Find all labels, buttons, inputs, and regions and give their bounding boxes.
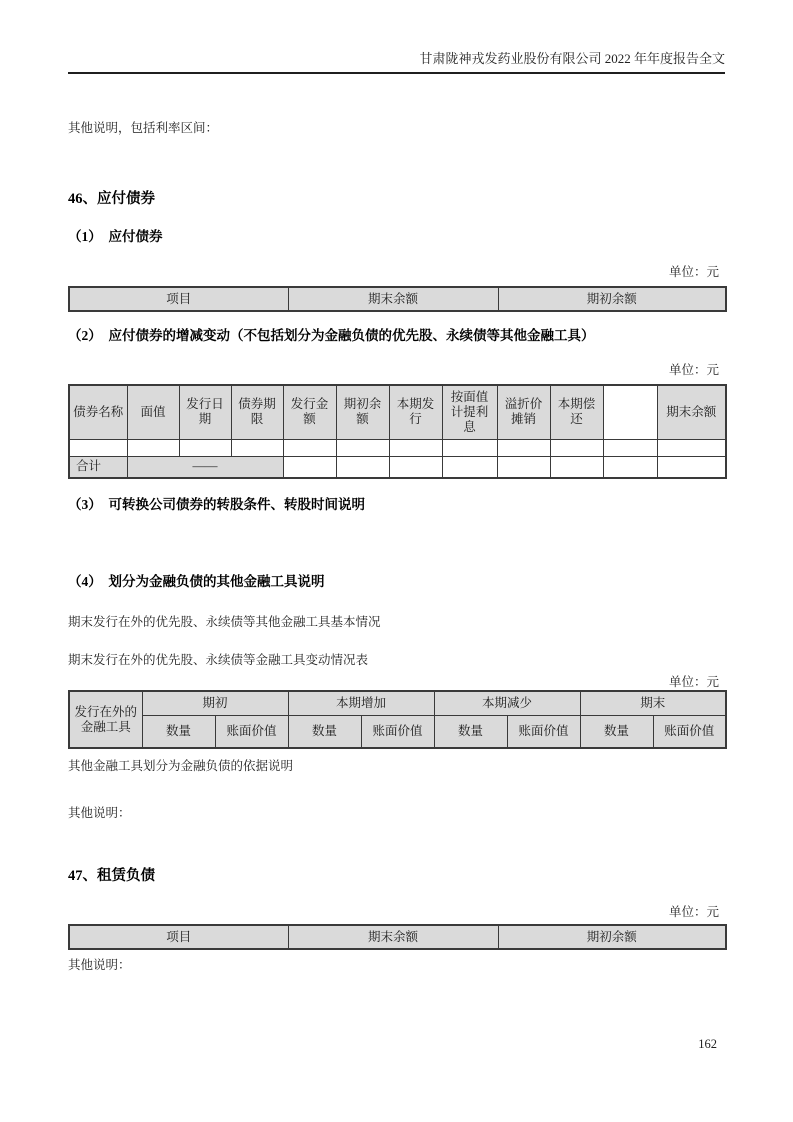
header-cell-item: 项目 — [69, 287, 288, 311]
header-cell-blank — [603, 385, 657, 439]
empty-cell — [442, 439, 497, 456]
bonds-payable-table — [68, 286, 727, 312]
table-subheader-row — [69, 715, 726, 748]
subheader-quantity: 数量 — [434, 715, 507, 748]
note-instrument-changes-table-title: 期末发行在外的优先股、永续债等金融工具变动情况表 — [68, 653, 369, 667]
empty-cell — [389, 439, 442, 456]
group-header-beginning: 期初 — [142, 691, 288, 715]
header-cell-face-value: 面值 — [127, 385, 179, 439]
document-header-title: 甘肃陇神戎发药业股份有限公司 2022 年年度报告全文 — [419, 51, 725, 66]
note-liability-classification-basis: 其他金融工具划分为金融负债的依据说明 — [68, 759, 294, 773]
empty-cell — [442, 456, 497, 478]
header-cell-bond-term: 债券期限 — [231, 385, 283, 439]
section-46-4-title: （4） 划分为金融负债的其他金融工具说明 — [68, 574, 325, 589]
empty-cell — [550, 439, 603, 456]
table-header-row — [69, 925, 726, 949]
table-header-row — [69, 385, 726, 439]
header-cell-ending-balance: 期末余额 — [288, 925, 498, 949]
empty-cell — [231, 439, 283, 456]
bond-changes-table — [68, 384, 727, 479]
section-46-1-title: （1） 应付债券 — [68, 229, 163, 244]
empty-cell — [497, 456, 550, 478]
table-group-header-row — [69, 691, 726, 715]
document-header — [68, 0, 725, 74]
subheader-carrying-value: 账面价值 — [653, 715, 726, 748]
header-cell-ending-balance: 期末余额 — [657, 385, 726, 439]
page-number: 162 — [698, 1037, 717, 1051]
subheader-quantity: 数量 — [580, 715, 653, 748]
total-row — [69, 456, 726, 478]
header-cell-premium-amortization: 溢折价摊销 — [497, 385, 550, 439]
header-cell-item: 项目 — [69, 925, 288, 949]
header-cell-bond-name: 债券名称 — [69, 385, 127, 439]
table-header-row — [69, 287, 726, 311]
header-cell-current-repayment: 本期偿还 — [550, 385, 603, 439]
header-cell-current-issue: 本期发行 — [389, 385, 442, 439]
unit-label-4: 单位：元 — [668, 905, 719, 919]
total-label-cell: 合计 — [69, 456, 127, 478]
group-header-increase: 本期增加 — [288, 691, 434, 715]
group-header-ending: 期末 — [580, 691, 726, 715]
empty-cell — [283, 456, 336, 478]
other-note-1: 其他说明： — [68, 806, 131, 820]
subheader-quantity: 数量 — [288, 715, 361, 748]
unit-label-1: 单位：元 — [668, 265, 719, 279]
empty-cell — [389, 456, 442, 478]
header-cell-ending-balance: 期末余额 — [288, 287, 498, 311]
other-note-2: 其他说明： — [68, 958, 131, 972]
lease-liabilities-table — [68, 924, 727, 950]
header-cell-issue-date: 发行日期 — [179, 385, 231, 439]
subheader-carrying-value: 账面价值 — [215, 715, 288, 748]
empty-cell — [179, 439, 231, 456]
unit-label-3: 单位：元 — [668, 675, 719, 689]
subheader-carrying-value: 账面价值 — [507, 715, 580, 748]
section-47-title: 47、租赁负债 — [68, 868, 155, 884]
empty-cell — [336, 456, 389, 478]
note-outstanding-instruments-basic: 期末发行在外的优先股、永续债等其他金融工具基本情况 — [68, 615, 381, 629]
header-cell-beginning-balance: 期初余额 — [498, 925, 726, 949]
empty-cell — [603, 456, 657, 478]
total-dash-cell: —— — [127, 456, 283, 478]
header-cell-interest-at-face: 按面值计提利息 — [442, 385, 497, 439]
section-46-title: 46、应付债券 — [68, 191, 155, 207]
empty-cell — [336, 439, 389, 456]
empty-data-row — [69, 439, 726, 456]
empty-cell — [550, 456, 603, 478]
section-46-3-title: （3） 可转换公司债券的转股条件、转股时间说明 — [68, 497, 365, 512]
header-cell-beginning-balance: 期初余额 — [336, 385, 389, 439]
financial-instrument-changes-table — [68, 690, 727, 749]
corner-cell-outstanding-instruments: 发行在外的金融工具 — [69, 691, 142, 748]
empty-cell — [603, 439, 657, 456]
empty-cell — [497, 439, 550, 456]
unit-label-2: 单位：元 — [668, 363, 719, 377]
header-cell-issue-amount: 发行金额 — [283, 385, 336, 439]
header-cell-beginning-balance: 期初余额 — [498, 287, 726, 311]
empty-cell — [657, 456, 726, 478]
other-note-interest-range: 其他说明，包括利率区间： — [68, 121, 219, 135]
empty-cell — [127, 439, 179, 456]
empty-cell — [657, 439, 726, 456]
subheader-carrying-value: 账面价值 — [361, 715, 434, 748]
empty-cell — [283, 439, 336, 456]
subheader-quantity: 数量 — [142, 715, 215, 748]
empty-cell — [69, 439, 127, 456]
group-header-decrease: 本期减少 — [434, 691, 580, 715]
section-46-2-title: （2） 应付债券的增减变动（不包括划分为金融负债的优先股、永续债等其他金融工具） — [68, 328, 595, 343]
